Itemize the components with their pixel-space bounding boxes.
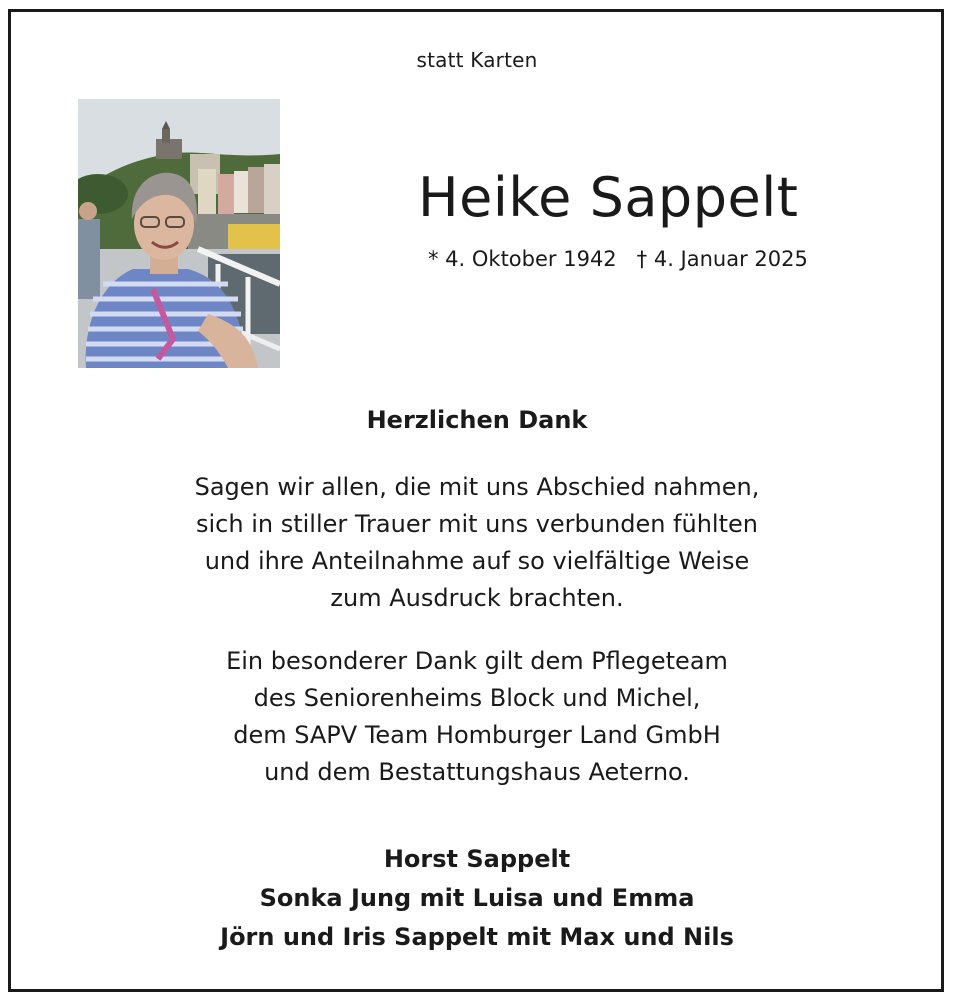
text-line: des Seniorenheims Block und Michel, [253,684,701,712]
text-line: zum Ausdruck brachten. [330,584,624,612]
text-line: und ihre Anteilnahme auf so vielfältige Weise [204,547,750,575]
deceased-name: Heike Sappelt [418,166,799,229]
text-line: dem SAPV Team Homburger Land GmbH [233,721,721,749]
death-date: † 4. Januar 2025 [636,247,808,271]
thanks-paragraph-2 [0,643,954,791]
text-line: Sagen wir allen, die mit uns Abschied nahmen, [194,473,760,501]
thanks-paragraph-1 [0,469,954,617]
pre-note: statt Karten [416,48,538,72]
text-line: sich in stiller Trauer mit uns verbunden fühlten [196,510,758,538]
text-line: und dem Bestattungshaus Aeterno. [264,758,690,786]
life-dates [428,247,808,271]
signers [0,840,954,957]
birth-date: * 4. Oktober 1942 [428,247,617,271]
text-line: Ein besonderer Dank gilt dem Pflegeteam [226,647,728,675]
signer: Horst Sappelt [383,845,571,873]
signer: Sonka Jung mit Luisa und Emma [259,884,695,912]
signer: Jörn und Iris Sappelt mit Max und Nils [220,923,734,951]
thanks-heading: Herzlichen Dank [366,406,588,434]
portrait-photo [78,99,280,368]
